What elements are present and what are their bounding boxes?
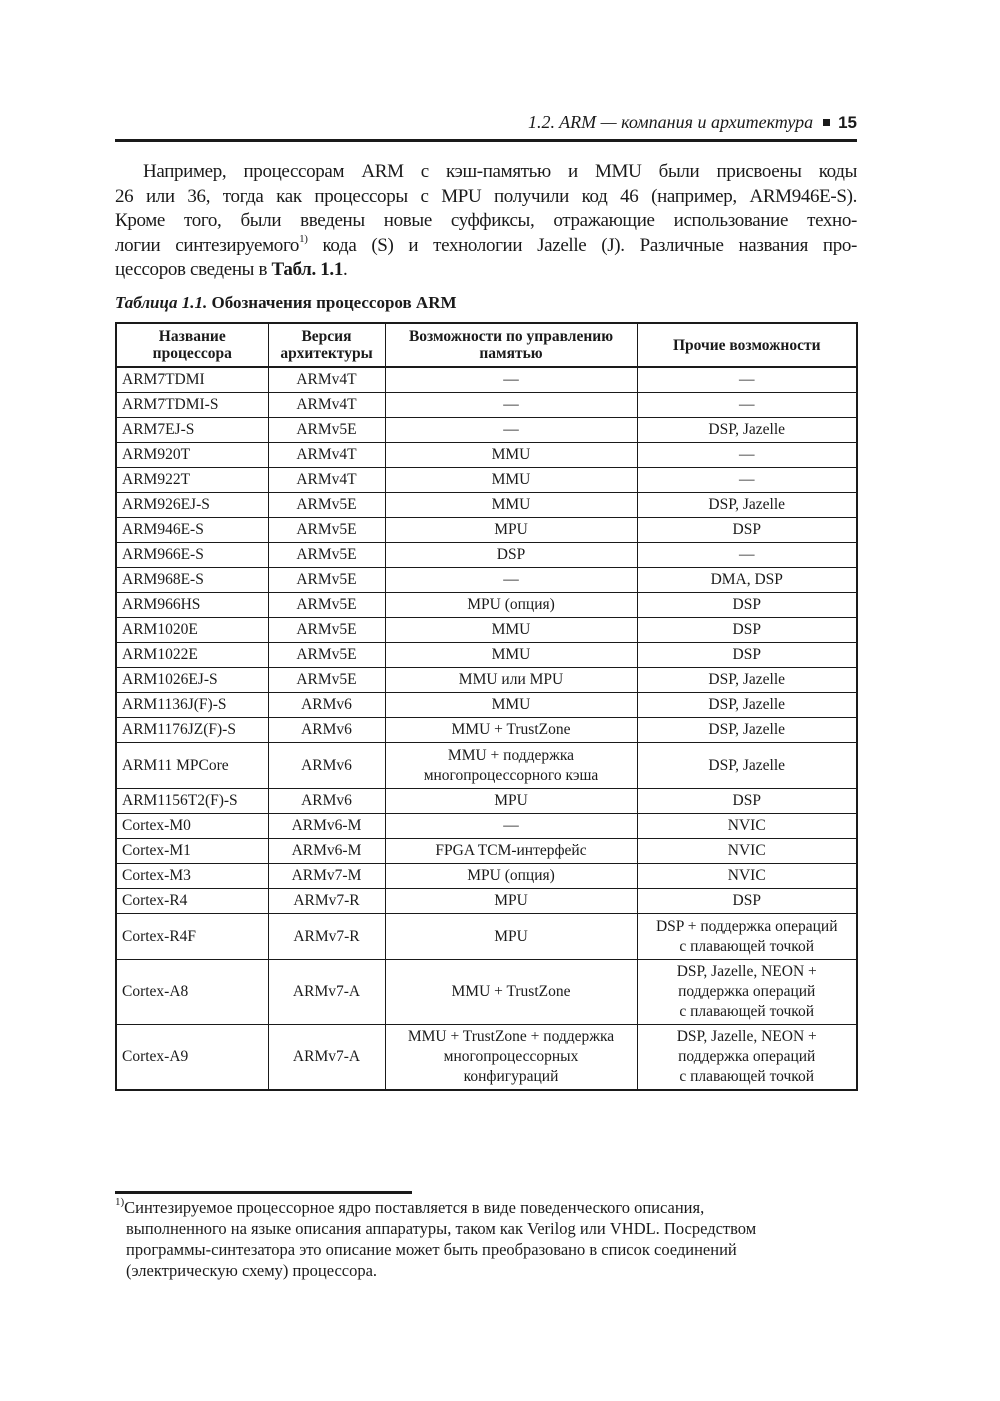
memory-features-cell: MPU (опция) (385, 864, 637, 889)
memory-features-cell: — (385, 393, 637, 418)
other-features-cell: DSP, Jazelle (637, 743, 857, 789)
memory-features-cell: MMU или MPU (385, 668, 637, 693)
running-head-title: 1.2. ARM — компания и архитектура (527, 112, 814, 132)
architecture-cell: ARMv6 (268, 718, 385, 743)
memory-features-cell: MPU (385, 889, 637, 914)
table-caption-text: Обозначения процессоров ARM (211, 293, 457, 312)
table-row (116, 889, 857, 914)
other-features-cell: NVIC (637, 814, 857, 839)
table-row (116, 693, 857, 718)
footnote-mark: 1) (115, 1196, 125, 1208)
other-features-cell: DSP, Jazelle (637, 693, 857, 718)
memory-features-cell: MMU + TrustZone + поддержка многопроцессорных конфигураций (385, 1025, 637, 1091)
memory-features-cell: MMU (385, 443, 637, 468)
table-row (116, 743, 857, 789)
architecture-cell: ARMv5E (268, 643, 385, 668)
memory-features-cell: — (385, 814, 637, 839)
table-row (116, 643, 857, 668)
table-row (116, 543, 857, 568)
table-row (116, 814, 857, 839)
table-row (116, 518, 857, 543)
other-features-cell: DSP, Jazelle (637, 718, 857, 743)
memory-features-cell: MMU + TrustZone (385, 718, 637, 743)
paragraph-line: 26 или 36, тогда как процессоры с MPU получили код 46 (например, ARM946E-S). (115, 185, 857, 207)
footnote-line: (электрическую схему) процессора. (126, 1261, 378, 1280)
header-cell: Возможности по управлению памятью (385, 323, 637, 367)
table-row (116, 493, 857, 518)
processor-name-cell: ARM1026EJ-S (116, 668, 268, 693)
table-row (116, 593, 857, 618)
other-features-cell: DSP, Jazelle (637, 493, 857, 518)
paragraph-line: Кроме того, были введены новые суффиксы, отражающие использование техно- (115, 210, 857, 232)
architecture-cell: ARMv5E (268, 543, 385, 568)
table-row (116, 960, 857, 1025)
memory-features-cell: — (385, 367, 637, 393)
processor-name-cell: Cortex-M1 (116, 839, 268, 864)
architecture-cell: ARMv5E (268, 493, 385, 518)
paragraph-line (115, 234, 857, 259)
architecture-cell: ARMv6 (268, 743, 385, 789)
architecture-cell: ARMv4T (268, 367, 385, 393)
memory-features-cell: MMU (385, 643, 637, 668)
architecture-cell: ARMv6-M (268, 814, 385, 839)
architecture-cell: ARMv6-M (268, 839, 385, 864)
other-features-cell: — (637, 443, 857, 468)
architecture-cell: ARMv7-R (268, 889, 385, 914)
other-features-cell: DSP (637, 789, 857, 814)
table-caption (115, 293, 457, 313)
architecture-cell: ARMv7-M (268, 864, 385, 889)
processor-name-cell: ARM966E-S (116, 543, 268, 568)
architecture-cell: ARMv5E (268, 418, 385, 443)
processor-name-cell: ARM920T (116, 443, 268, 468)
architecture-cell: ARMv6 (268, 789, 385, 814)
memory-features-cell: FPGA TCM-интерфейс (385, 839, 637, 864)
processor-name-cell: ARM922T (116, 468, 268, 493)
other-features-cell: — (637, 543, 857, 568)
paragraph-text: кода (S) и технологии Jazelle (J). Различные названия про- (322, 234, 858, 256)
header-cell: Версия архитектуры (268, 323, 385, 367)
processor-name-cell: ARM966HS (116, 593, 268, 618)
other-features-cell: DSP (637, 593, 857, 618)
other-features-cell: NVIC (637, 864, 857, 889)
header-rule (115, 139, 857, 142)
table-row (116, 443, 857, 468)
memory-features-cell: DSP (385, 543, 637, 568)
running-head (115, 112, 857, 133)
footnote (115, 1197, 857, 1281)
processor-name-cell: Cortex-R4F (116, 914, 268, 960)
memory-features-cell: MPU (385, 789, 637, 814)
architecture-cell: ARMv7-A (268, 960, 385, 1025)
architecture-cell: ARMv5E (268, 518, 385, 543)
memory-features-cell: MMU (385, 618, 637, 643)
memory-features-cell: MPU (385, 518, 637, 543)
processor-name-cell: ARM1020E (116, 618, 268, 643)
page-number: 15 (838, 113, 857, 132)
other-features-cell: DMA, DSP (637, 568, 857, 593)
other-features-cell: DSP, Jazelle (637, 668, 857, 693)
square-bullet-icon (823, 119, 830, 126)
processor-name-cell: ARM1156T2(F)-S (116, 789, 268, 814)
processor-name-cell: ARM1022E (116, 643, 268, 668)
table-row (116, 418, 857, 443)
paragraph-text: логии синтезируемого (115, 234, 300, 256)
processor-name-cell: Cortex-A9 (116, 1025, 268, 1091)
other-features-cell: — (637, 393, 857, 418)
architecture-cell: ARMv7-R (268, 914, 385, 960)
memory-features-cell: MMU + поддержка многопроцессорного кэша (385, 743, 637, 789)
footnote-rule (115, 1191, 412, 1194)
footnote-line: программы-синтезатора это описание может быть преобразовано в список соединений (126, 1240, 737, 1259)
architecture-cell: ARMv4T (268, 468, 385, 493)
other-features-cell: DSP (637, 643, 857, 668)
other-features-cell: DSP (637, 618, 857, 643)
table-row (116, 864, 857, 889)
processor-name-cell: ARM926EJ-S (116, 493, 268, 518)
paragraph-line (115, 258, 857, 283)
architecture-cell: ARMv6 (268, 693, 385, 718)
architecture-cell: ARMv5E (268, 593, 385, 618)
memory-features-cell: MPU (опция) (385, 593, 637, 618)
architecture-cell: ARMv7-A (268, 1025, 385, 1091)
memory-features-cell: MPU (385, 914, 637, 960)
architecture-cell: ARMv5E (268, 618, 385, 643)
processor-name-cell: Cortex-A8 (116, 960, 268, 1025)
paragraph-line: Например, процессорам ARM с кэш-памятью и MMU были присвоены коды (143, 161, 857, 182)
footnote-text: Синтезируемое процессорное ядро поставляется в виде поведенческого описания, (124, 1198, 705, 1217)
table-row (116, 718, 857, 743)
processor-table (115, 322, 858, 1091)
architecture-cell: ARMv5E (268, 568, 385, 593)
table-row (116, 618, 857, 643)
processor-name-cell: Cortex-M3 (116, 864, 268, 889)
memory-features-cell: MMU (385, 468, 637, 493)
memory-features-cell: — (385, 418, 637, 443)
other-features-cell: — (637, 468, 857, 493)
table-header-row (116, 323, 857, 367)
other-features-cell: — (637, 367, 857, 393)
architecture-cell: ARMv4T (268, 443, 385, 468)
memory-features-cell: MMU (385, 493, 637, 518)
processor-name-cell: Cortex-R4 (116, 889, 268, 914)
header-cell: Прочие возможности (637, 323, 857, 367)
processor-name-cell: ARM1176JZ(F)-S (116, 718, 268, 743)
table-reference[interactable]: Табл. 1.1 (271, 259, 343, 281)
other-features-cell: DSP (637, 518, 857, 543)
table-row (116, 568, 857, 593)
footnote-line: выполненного на языке описания аппаратуры, таком как Verilog или VHDL. Посредством (126, 1219, 757, 1238)
processor-name-cell: ARM7TDMI (116, 367, 268, 393)
memory-features-cell: — (385, 568, 637, 593)
other-features-cell: NVIC (637, 839, 857, 864)
processor-name-cell: ARM7TDMI-S (116, 393, 268, 418)
architecture-cell: ARMv4T (268, 393, 385, 418)
processor-name-cell: Cortex-M0 (116, 814, 268, 839)
other-features-cell: DSP (637, 889, 857, 914)
table-caption-label: Таблица 1.1. (115, 293, 208, 312)
footnote-mark: 1) (299, 232, 308, 245)
table-row (116, 668, 857, 693)
memory-features-cell: MMU (385, 693, 637, 718)
table-row (116, 1025, 857, 1091)
table-row (116, 789, 857, 814)
other-features-cell: DSP, Jazelle, NEON + поддержка операций с плавающей точкой (637, 1025, 857, 1091)
table-row (116, 393, 857, 418)
processor-name-cell: ARM11 MPCore (116, 743, 268, 789)
table-row (116, 468, 857, 493)
table-row (116, 914, 857, 960)
paragraph-text: . (343, 259, 348, 281)
processor-name-cell: ARM968E-S (116, 568, 268, 593)
other-features-cell: DSP, Jazelle, NEON + поддержка операций с плавающей точкой (637, 960, 857, 1025)
memory-features-cell: MMU + TrustZone (385, 960, 637, 1025)
processor-name-cell: ARM7EJ-S (116, 418, 268, 443)
paragraph-text: цессоров сведены в (115, 259, 272, 281)
footnote-line (115, 1197, 857, 1218)
other-features-cell: DSP + поддержка операций с плавающей точкой (637, 914, 857, 960)
other-features-cell: DSP, Jazelle (637, 418, 857, 443)
processor-name-cell: ARM946E-S (116, 518, 268, 543)
header-cell: Название процессора (116, 323, 268, 367)
table-row (116, 367, 857, 393)
body-paragraph (115, 160, 857, 283)
table-row (116, 839, 857, 864)
processor-name-cell: ARM1136J(F)-S (116, 693, 268, 718)
architecture-cell: ARMv5E (268, 668, 385, 693)
